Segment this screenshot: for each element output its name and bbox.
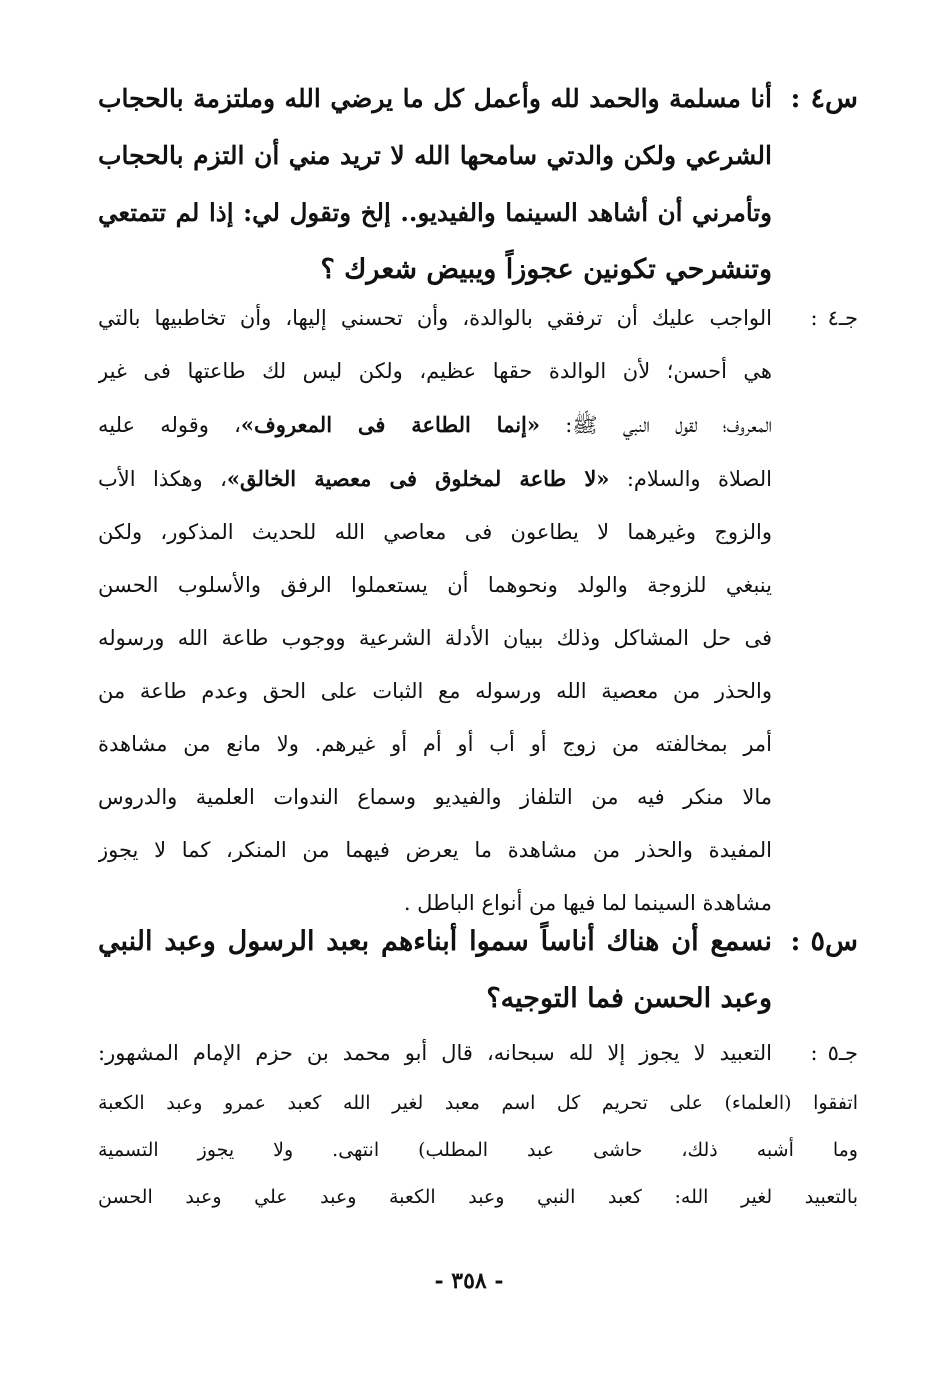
answer-4-text-run: المفيدة والحذر من مشاهدة ما يعرض فيهما من المنكر، كما لا يجوز <box>98 838 772 862</box>
answer-4-label: جـ٤ <box>827 306 858 330</box>
question-5-line: نسمع أن هناك أناساً سموا أبناءهم بعبد الرسول وعبد النبي <box>98 926 772 957</box>
question-5-colon: : <box>790 926 801 957</box>
answer-4-line <box>98 771 772 824</box>
answer-5-line: اتفقوا (العلماء) على تحريم كل اسم معبد لغير الله كعبد عمرو وعبد الكعبة <box>98 1092 858 1114</box>
answer-4 <box>98 292 858 930</box>
answer-4-line <box>98 718 772 771</box>
answer-5-label: جـ٥ <box>827 1041 858 1065</box>
answer-4-text-run: ينبغي للزوجة والولد ونحوهما أن يستعملوا الرفق والأسلوب الحسن <box>98 573 772 597</box>
answer-5 <box>98 1027 858 1221</box>
question-4-line: الشرعي ولكن والدتي سامحها الله لا تريد مني أن التزم بالحجاب <box>98 141 772 170</box>
question-5-line: وعبد الحسن فما التوجيه؟ <box>486 983 772 1014</box>
question-4-label: س٤ <box>810 83 858 114</box>
page-number: - ٣٥٨ - <box>434 1268 504 1294</box>
question-4-line: أنا مسلمة والحمد لله وأعمل كل ما يرضي الله وملتزمة بالحجاب <box>98 84 772 113</box>
answer-4-text-run: الواجب عليك أن ترفقي بالوالدة، وأن تحسني إليها، وأن تخاطبيها بالتي <box>98 306 772 330</box>
answer-4-marker <box>772 292 858 930</box>
answer-4-text-run: فى حل المشاكل وذلك ببيان الأدلة الشرعية ووجوب طاعة الله ورسوله <box>98 626 772 650</box>
answer-4-line <box>98 345 772 398</box>
answer-5-line: بالتعبيد لغير الله: كعبد النبي وعبد الكعبة وعبد علي وعبد الحسن <box>98 1186 858 1208</box>
answer-4-line <box>98 612 772 665</box>
hadith-quote: «إنما الطاعة فى المعروف» <box>240 412 541 437</box>
hadith-quote: «لا طاعة لمخلوق فى معصية الخالق» <box>226 466 610 491</box>
answer-5-line: التعبيد لا يجوز إلا لله سبحانه، قال أبو محمد بن حزم الإمام المشهور: <box>98 1041 772 1065</box>
answer-4-text-run: مشاهدة السينما لما فيها من أنواع الباطل . <box>403 891 772 915</box>
answer-5-line: وما أشبه ذلك، حاشى عبد المطلب) انتهى. ولا يجوز التسمية <box>98 1139 858 1161</box>
answer-4-text-run: أمر بمخالفته من زوج أو أب أو أم أو غيرهم. ولا مانع من مشاهدة <box>98 732 772 756</box>
answer-4-text <box>98 292 772 930</box>
answer-4-line <box>98 559 772 612</box>
answer-4-text-run: ، وهكذا الأب <box>98 467 227 491</box>
answer-4-text-run: مالا منكر فيه من التلفاز والفيديو وسماع الندوات العلمية والدروس <box>98 785 772 809</box>
answer-4-line <box>98 506 772 559</box>
question-5-text <box>98 913 772 1027</box>
answer-5-colon: : <box>810 1041 818 1065</box>
question-5 <box>98 913 858 1027</box>
answer-4-line <box>98 292 772 345</box>
question-4 <box>98 70 858 298</box>
answer-4-text-run: المعروف؛ لقول النبي ﷺ: <box>540 413 772 437</box>
answer-4-line <box>98 452 772 506</box>
answer-4-line <box>98 398 772 452</box>
question-4-text <box>98 70 772 298</box>
answer-4-text-run: ، وقوله عليه <box>98 413 241 437</box>
question-4-line: وتنشرحي تكونين عجوزاً ويبيض شعرك ؟ <box>320 254 772 285</box>
question-4-line: وتأمرني أن أشاهد السينما والفيديو.. إلخ وتقول لي: إذا لم تتمتعي <box>98 198 772 227</box>
question-5-label: س٥ <box>810 926 858 957</box>
question-5-marker <box>772 913 858 1027</box>
answer-4-text-run: والزوج وغيرهما لا يطاعون فى معاصي الله للحديث المذكور، ولكن <box>98 520 772 544</box>
answer-4-line <box>98 665 772 718</box>
answer-4-colon: : <box>810 306 818 330</box>
answer-4-text-run: والحذر من معصية الله ورسوله مع الثبات على الحق وعدم طاعة من <box>98 679 772 703</box>
question-4-colon: : <box>790 83 801 114</box>
answer-4-line <box>98 824 772 877</box>
answer-4-text-run: الصلاة والسلام: <box>609 467 772 491</box>
answer-4-text-run: هي أحسن؛ لأن الوالدة حقها عظيم، ولكن ليس لك طاعتها فى غير <box>98 359 772 383</box>
question-4-marker <box>772 70 858 298</box>
